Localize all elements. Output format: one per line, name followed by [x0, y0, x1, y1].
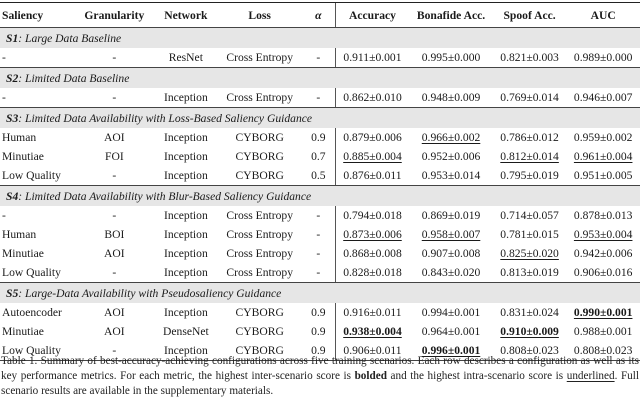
header-accuracy: Accuracy	[335, 3, 409, 28]
header-auc: AUC	[566, 3, 640, 28]
section-title: Large-Data Availability with Pseudosaliency Guidance	[25, 286, 282, 300]
cell-granularity: FOI	[105, 150, 124, 163]
cell-network: Inception	[163, 306, 208, 319]
cell-accuracy: 0.885±0.004	[343, 150, 402, 163]
section-title: Limited Data Availability with Loss-Based Saliency Guidance	[25, 111, 313, 125]
cell-accuracy: 0.876±0.011	[335, 166, 409, 186]
cell-bonafide: 0.843±0.020	[409, 263, 493, 283]
cell-granularity: -	[112, 209, 117, 222]
section-id: S1	[6, 31, 19, 45]
cell-granularity: AOI	[104, 325, 125, 338]
cell-alpha: -	[316, 228, 321, 241]
cell-spoof: 0.786±0.012	[500, 131, 559, 144]
cell-granularity: AOI	[104, 131, 125, 144]
header-saliency: Saliency	[0, 3, 74, 28]
table-row	[0, 244, 640, 263]
cell-auc: 0.953±0.004	[573, 228, 633, 241]
cell-alpha: 0.9	[302, 341, 335, 361]
cell-accuracy: 0.868±0.008	[335, 244, 409, 263]
cell-accuracy: 0.873±0.006	[343, 228, 402, 241]
cell-network: Inception	[154, 166, 217, 186]
cell-bonafide: 0.953±0.014	[409, 166, 493, 186]
cell-spoof: 0.808±0.023	[493, 341, 567, 361]
cell-loss: CYBORG	[235, 150, 284, 163]
cell-network: Inception	[163, 247, 208, 260]
cell-alpha: 0.9	[311, 306, 326, 319]
cell-saliency: -	[2, 209, 6, 222]
cell-saliency: Human	[2, 131, 37, 144]
cell-granularity: BOI	[104, 228, 125, 241]
cell-auc: 0.989±0.000	[566, 48, 640, 68]
cell-bonafide: 0.994±0.001	[421, 306, 481, 319]
cell-network: ResNet	[154, 48, 217, 68]
cell-bonafide: 0.996±0.001	[421, 344, 481, 357]
cell-spoof: 0.813±0.019	[493, 263, 567, 283]
cell-accuracy: 0.906±0.011	[335, 341, 409, 361]
cell-bonafide: 0.869±0.019	[421, 209, 481, 222]
cell-spoof: 0.910±0.009	[500, 325, 559, 338]
cell-bonafide: 0.948±0.009	[409, 88, 493, 108]
cell-saliency: -	[0, 48, 74, 68]
cell-alpha: -	[316, 247, 321, 260]
cell-alpha: 0.5	[302, 166, 335, 186]
section-id: S5	[6, 286, 19, 300]
cell-auc: 0.951±0.005	[566, 166, 640, 186]
cell-loss: CYBORG	[235, 306, 284, 319]
cell-accuracy: 0.911±0.001	[335, 48, 409, 68]
cell-spoof: 0.821±0.003	[493, 48, 567, 68]
cell-spoof: 0.781±0.015	[500, 228, 559, 241]
table-row	[0, 88, 640, 108]
cell-network: Inception	[163, 228, 208, 241]
section-title: Large Data Baseline	[25, 31, 122, 45]
cell-network: DenseNet	[163, 325, 209, 338]
cell-saliency: -	[0, 88, 74, 108]
caption-underlined-word: underlined	[566, 370, 615, 382]
cell-granularity: AOI	[104, 306, 125, 319]
cell-granularity: -	[74, 341, 154, 361]
cell-loss: CYBORG	[235, 325, 284, 338]
cell-auc: 0.961±0.004	[573, 150, 633, 163]
cell-bonafide: 0.907±0.008	[421, 247, 481, 260]
section-title: Limited Data Baseline	[25, 71, 130, 85]
cell-granularity: -	[74, 166, 154, 186]
caption-text: Table 1. Summary of best-accuracy-achieving configurations across five training scenarios. Each row describes a configuration as well as its key performance metrics. For each metric, the highest inter-scenario score is	[1, 355, 639, 382]
cell-accuracy: 0.862±0.010	[335, 88, 409, 108]
cell-bonafide: 0.995±0.000	[409, 48, 493, 68]
header-row	[0, 3, 640, 28]
cell-alpha: -	[316, 209, 321, 222]
cell-accuracy: 0.828±0.018	[335, 263, 409, 283]
header-granularity: Granularity	[74, 3, 154, 28]
section-header-s5: S5: Large-Data Availability with Pseudosaliency Guidance	[0, 283, 640, 304]
cell-spoof: 0.812±0.014	[500, 150, 559, 163]
cell-network: Inception	[154, 263, 217, 283]
cell-granularity: -	[74, 48, 154, 68]
header-alpha: α	[302, 3, 335, 28]
header-spoof: Spoof Acc.	[493, 3, 567, 28]
cell-loss: CYBORG	[217, 166, 302, 186]
cell-saliency: Minutiae	[2, 247, 44, 260]
cell-saliency: Low Quality	[0, 341, 74, 361]
cell-bonafide: 0.958±0.007	[421, 228, 481, 241]
cell-network: Inception	[163, 131, 208, 144]
cell-loss: Cross Entropy	[217, 88, 302, 108]
cell-spoof: 0.714±0.057	[500, 209, 559, 222]
cell-network: Inception	[154, 88, 217, 108]
cell-alpha: 0.9	[311, 131, 326, 144]
cell-accuracy: 0.794±0.018	[335, 206, 409, 225]
table-row	[0, 303, 640, 322]
cell-loss: Cross Entropy	[226, 209, 294, 222]
cell-accuracy: 0.938±0.004	[343, 325, 402, 338]
cell-bonafide: 0.964±0.001	[421, 325, 481, 338]
cell-auc: 0.988±0.001	[573, 325, 633, 338]
cell-loss: Cross Entropy	[217, 48, 302, 68]
cell-saliency: Autoencoder	[2, 306, 62, 319]
section-header-s4: S4: Limited Data Availability with Blur-Based Saliency Guidance	[0, 186, 640, 207]
table-row	[0, 128, 640, 147]
table-caption	[1, 354, 639, 399]
cell-saliency: Low Quality	[0, 263, 74, 283]
cell-loss: CYBORG	[235, 131, 284, 144]
cell-bonafide: 0.966±0.002	[421, 131, 481, 144]
results-table	[0, 2, 640, 361]
cell-auc: 0.808±0.023	[566, 341, 640, 361]
cell-alpha: -	[302, 88, 335, 108]
header-network: Network	[154, 3, 217, 28]
section-id: S2	[6, 71, 19, 85]
cell-loss: Cross Entropy	[217, 263, 302, 283]
section-header-s2: S2: Limited Data Baseline	[0, 68, 640, 89]
cell-granularity: -	[74, 88, 154, 108]
cell-loss: Cross Entropy	[226, 247, 294, 260]
table-row	[0, 206, 640, 225]
cell-granularity: AOI	[104, 247, 125, 260]
cell-spoof: 0.769±0.014	[493, 88, 567, 108]
cell-auc: 0.878±0.013	[573, 209, 633, 222]
table-row	[0, 322, 640, 341]
section-id: S4	[6, 189, 19, 203]
table-row	[0, 263, 640, 283]
cell-alpha: 0.7	[311, 150, 326, 163]
cell-spoof: 0.825±0.020	[500, 247, 559, 260]
cell-alpha: -	[302, 263, 335, 283]
cell-saliency: Minutiae	[2, 325, 44, 338]
cell-auc: 0.990±0.001	[573, 306, 633, 319]
section-header-s3: S3: Limited Data Availability with Loss-Based Saliency Guidance	[0, 108, 640, 129]
header-bonafide: Bonafide Acc.	[409, 3, 493, 28]
cell-auc: 0.959±0.002	[573, 131, 633, 144]
cell-granularity: -	[74, 263, 154, 283]
cell-bonafide: 0.952±0.006	[421, 150, 481, 163]
section-header-s1: S1: Large Data Baseline	[0, 28, 640, 49]
cell-auc: 0.946±0.007	[566, 88, 640, 108]
cell-accuracy: 0.879±0.006	[335, 128, 409, 147]
cell-loss: Cross Entropy	[226, 228, 294, 241]
header-loss: Loss	[217, 3, 302, 28]
cell-network: Inception	[163, 150, 208, 163]
table-row	[0, 48, 640, 68]
cell-alpha: -	[302, 48, 335, 68]
cell-saliency: Low Quality	[0, 166, 74, 186]
cell-auc: 0.906±0.016	[566, 263, 640, 283]
cell-loss: CYBORG	[217, 341, 302, 361]
table-row	[0, 147, 640, 166]
cell-spoof: 0.831±0.024	[500, 306, 559, 319]
table-row	[0, 225, 640, 244]
cell-network: Inception	[163, 209, 208, 222]
caption-text: and the highest intra-scenario score is	[386, 370, 567, 382]
cell-spoof: 0.795±0.019	[493, 166, 567, 186]
cell-auc: 0.942±0.006	[573, 247, 633, 260]
cell-alpha: 0.9	[311, 325, 326, 338]
caption-bold-word: bolded	[354, 370, 387, 382]
section-id: S3	[6, 111, 19, 125]
cell-saliency: Human	[2, 228, 37, 241]
cell-network: Inception	[154, 341, 217, 361]
caption-text: . Full scenario results are available in the supplementary materials.	[1, 370, 639, 397]
table-row	[0, 166, 640, 186]
cell-saliency: Minutiae	[2, 150, 44, 163]
cell-accuracy: 0.916±0.011	[335, 303, 409, 322]
section-title: Limited Data Availability with Blur-Based Saliency Guidance	[25, 189, 312, 203]
